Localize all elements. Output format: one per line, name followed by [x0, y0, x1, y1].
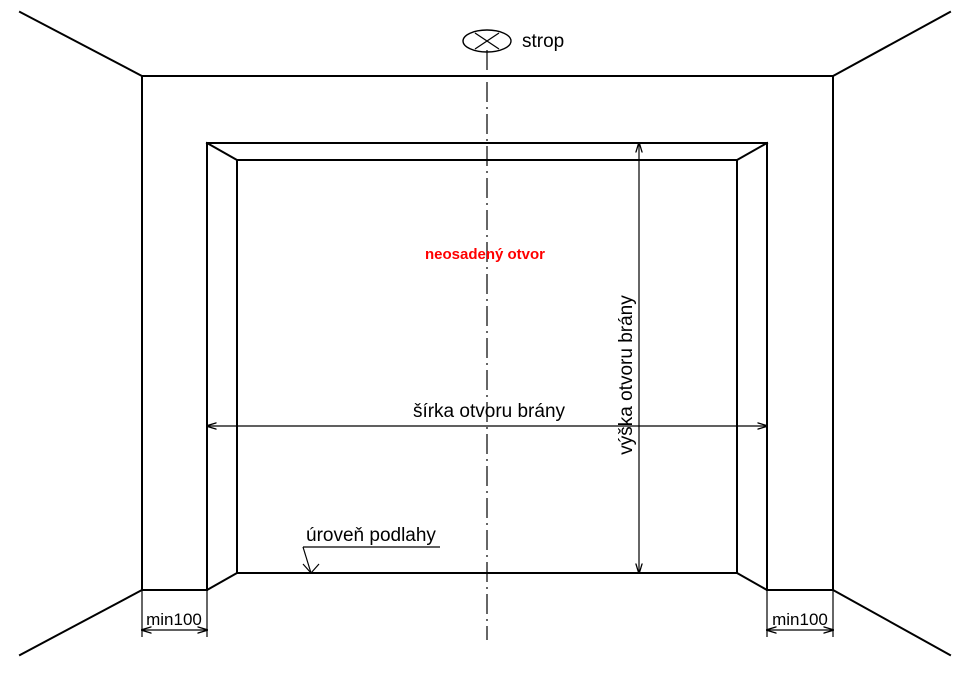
floor-level-label: úroveň podlahy	[306, 525, 436, 546]
ceiling-label: strop	[522, 31, 565, 52]
left-min-label: min100	[146, 610, 202, 629]
height-label: výška otvoru brány	[616, 295, 637, 455]
floor-level-marker	[303, 547, 440, 573]
right-min-label: min100	[772, 610, 828, 629]
width-label: šírka otvoru brány	[412, 401, 566, 422]
opening-note: neosadený otvor	[424, 246, 546, 263]
room-perspective-lines	[20, 12, 950, 655]
ceiling-light-icon	[463, 30, 511, 52]
